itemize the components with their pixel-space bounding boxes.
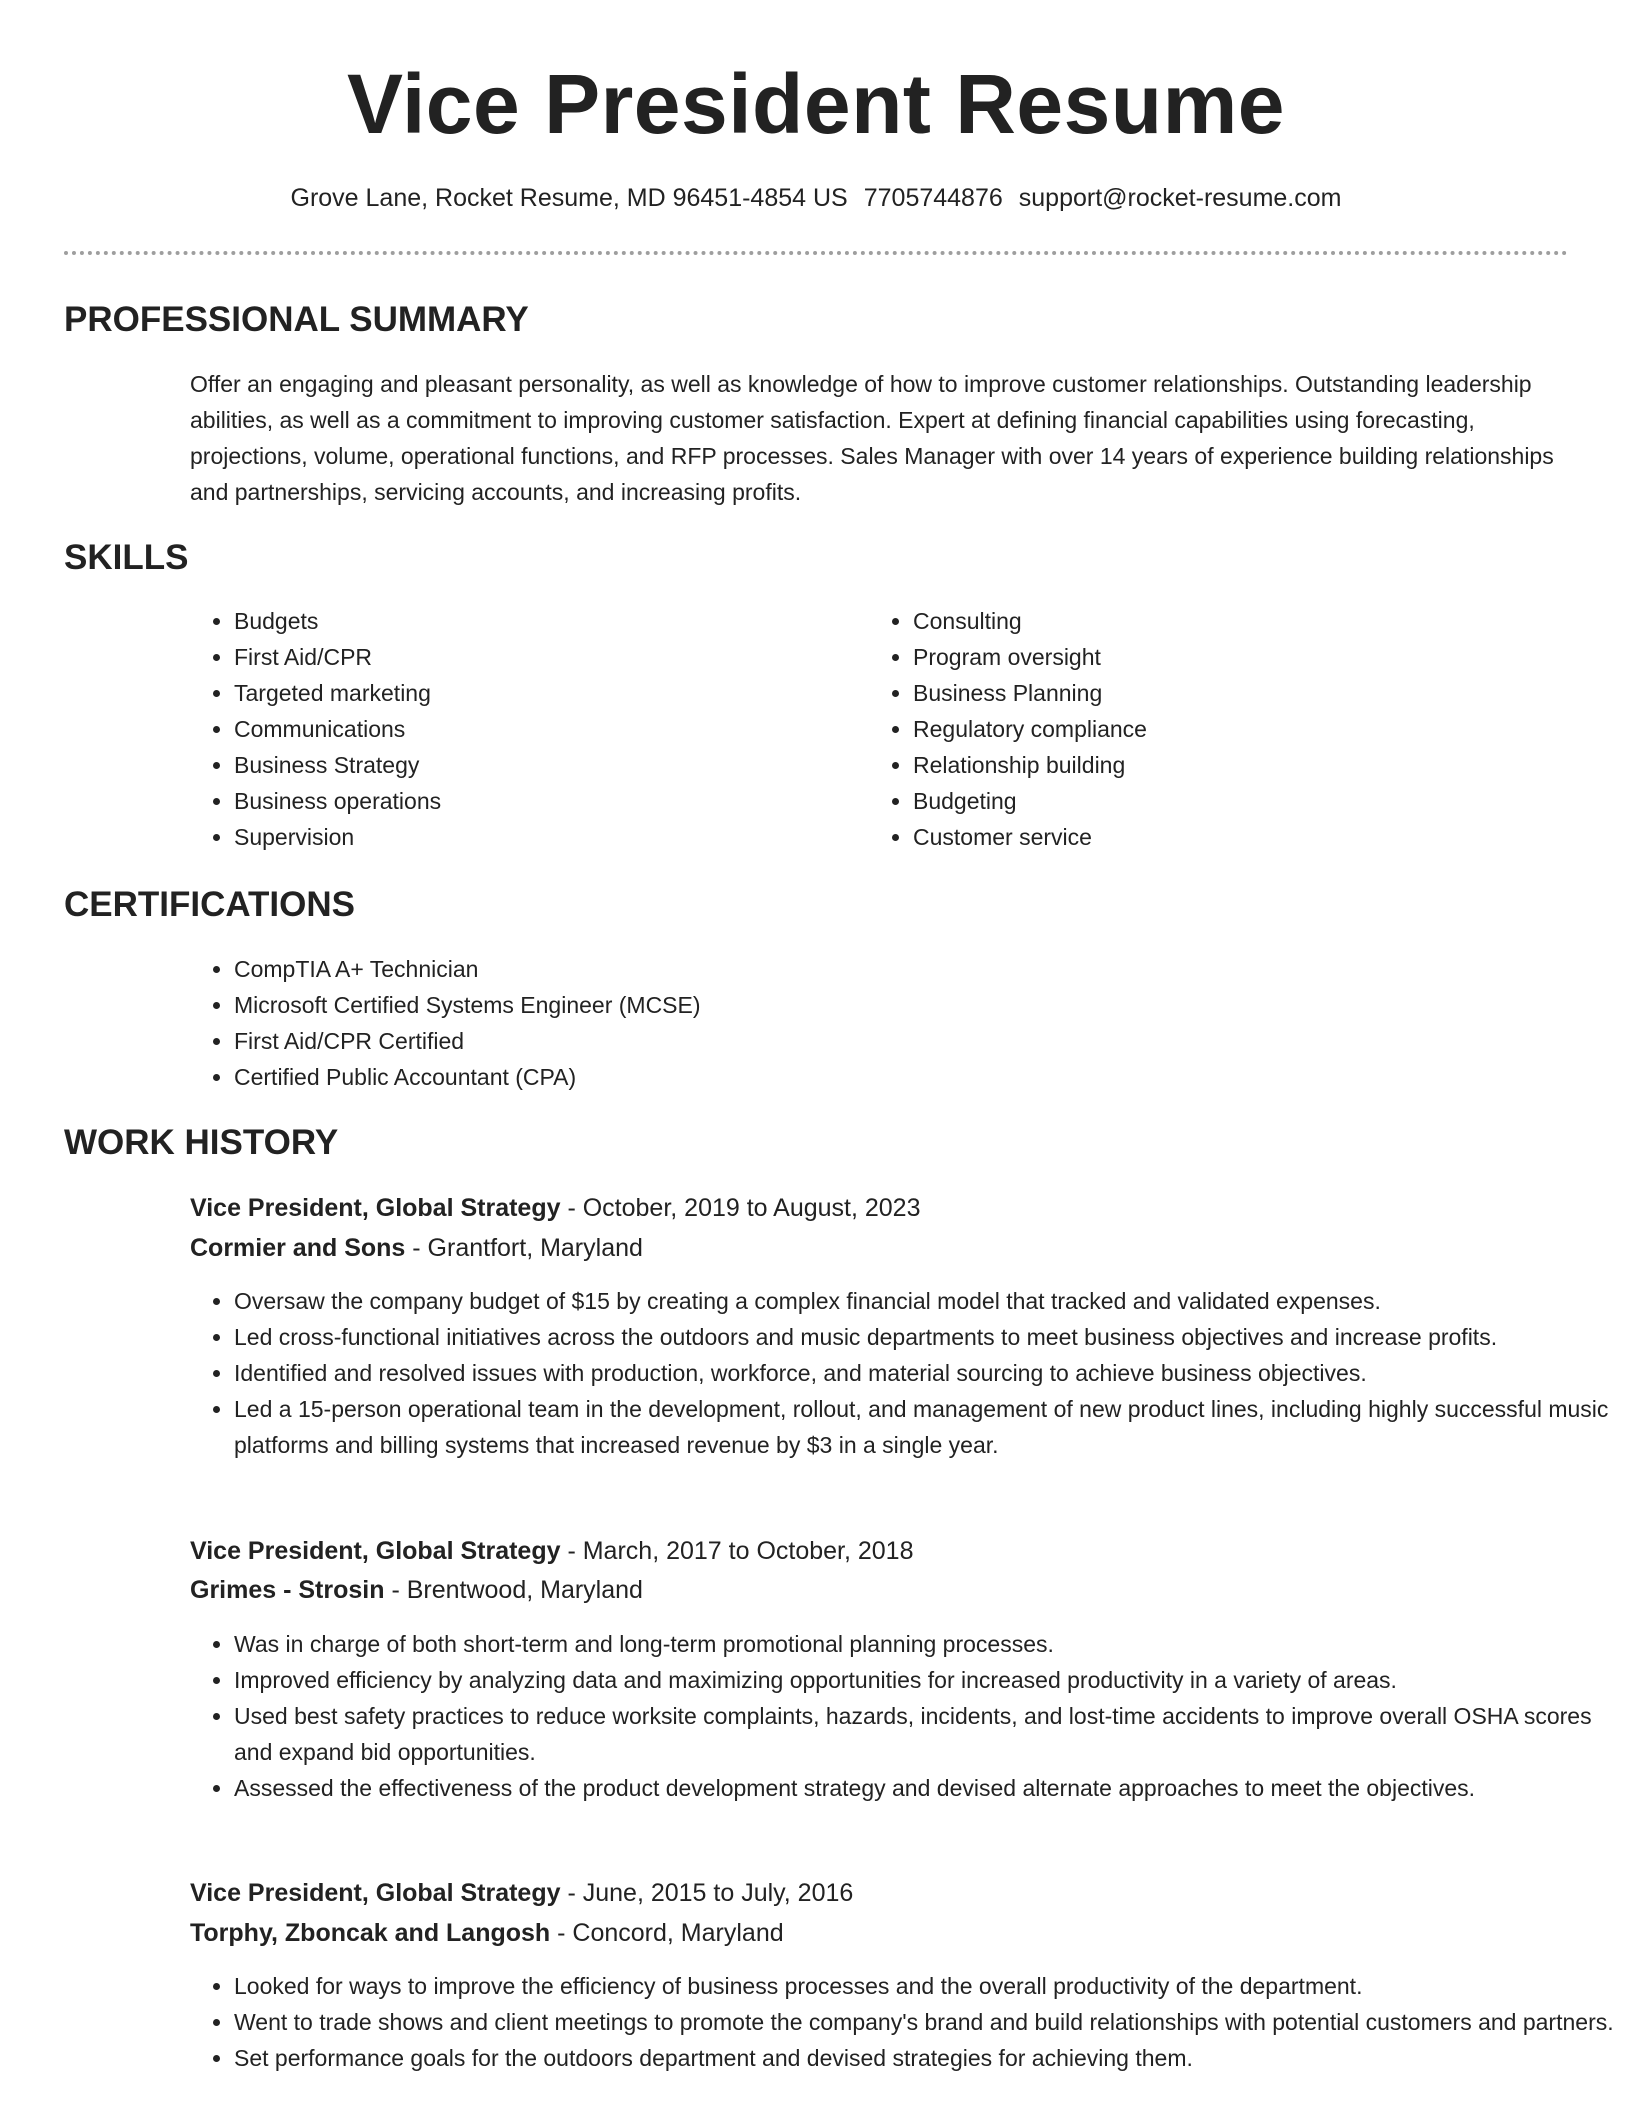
summary-heading: PROFESSIONAL SUMMARY [64,300,529,339]
job-location: - Concord, Maryland [550,1919,784,1947]
skill-item: • Customer service [913,819,1533,855]
job-company: Grimes - Strosin [190,1576,385,1604]
skill-item: • Regulatory compliance [913,711,1533,747]
job-bullet: • Used best safety practices to reduce worksite complaints, hazards, incidents, and lost-time accidents to improve overall OSHA scores and expand bid opportunities. [234,1698,1632,1770]
job-bullets [190,1283,1632,1463]
job-bullet: • Led a 15-person operational team in the development, rollout, and management of new product lines, including highly successful music platforms and billing systems that increased revenue by $3 in a single year. [234,1391,1632,1463]
job-location: - Brentwood, Maryland [384,1576,643,1604]
job-company: Torphy, Zboncak and Langosh [190,1919,551,1947]
job-company: Cormier and Sons [190,1234,406,1262]
job-title-line [190,1532,914,1570]
skill-item: • Consulting [913,603,1533,639]
job-bullet: • Went to trade shows and client meetings to promote the company's brand and build relationships with potential customers and partners. [234,2004,1632,2040]
job-title-line [190,1189,921,1227]
skill-item: • Business Planning [913,675,1533,711]
skill-item: • Budgets [234,603,854,639]
skill-item: • Communications [234,711,854,747]
certification-item: • Microsoft Certified Systems Engineer (MCSE) [234,987,1574,1023]
resume-title: Vice President Resume [346,57,1286,151]
skill-item: • Supervision [234,819,854,855]
header-divider [64,251,1568,255]
skill-item: • First Aid/CPR [234,639,854,675]
job-bullet: • Looked for ways to improve the efficiency of business processes and the overall productivity of the department. [234,1968,1632,2004]
contact-email: support@rocket-resume.com [1018,184,1342,212]
certification-item: • First Aid/CPR Certified [234,1023,1574,1059]
skills-list-left [190,603,854,855]
job-bullet: • Improved efficiency by analyzing data and maximizing opportunities for increased productivity in a variety of areas. [234,1662,1632,1698]
job-bullets [190,1626,1632,1806]
skills-heading: SKILLS [64,538,189,577]
job-bullet: • Identified and resolved issues with production, workforce, and material sourcing to achieve business objectives. [234,1355,1632,1391]
certification-item: • CompTIA A+ Technician [234,951,1574,987]
job-company-line [190,1229,643,1267]
job-title: Vice President, Global Strategy [190,1194,561,1222]
skill-item: • Relationship building [913,747,1533,783]
contact-line [0,180,1632,216]
skill-item: • Targeted marketing [234,675,854,711]
certifications-list [190,951,1574,1095]
job-title-line [190,1874,853,1912]
contact-phone: 7705744876 [863,184,1003,212]
job-bullet: • Oversaw the company budget of $15 by creating a complex financial model that tracked and validated expenses. [234,1283,1632,1319]
job-company-line [190,1571,643,1609]
job-dates: - March, 2017 to October, 2018 [560,1537,914,1565]
job-dates: - October, 2019 to August, 2023 [560,1194,921,1222]
contact-address: Grove Lane, Rocket Resume, MD 96451-4854 US [290,184,848,212]
skill-item: • Budgeting [913,783,1533,819]
job-location: - Grantfort, Maryland [405,1234,643,1262]
job-bullet: • Set performance goals for the outdoors department and devised strategies for achieving them. [234,2040,1632,2076]
job-title: Vice President, Global Strategy [190,1879,561,1907]
certifications-heading: CERTIFICATIONS [64,885,356,924]
job-dates: - June, 2015 to July, 2016 [560,1879,854,1907]
work-history-heading: WORK HISTORY [64,1123,339,1162]
summary-text: Offer an engaging and pleasant personality, as well as knowledge of how to improve customer relationships. Outstanding leadership abilities, as well as a commitment to improving customer satisfaction. Expert at defining financial capabilities using forecasting, projections, volume, operational functions, and RFP processes. Sales Manager with over 14 years of experience building relationships and partnerships, servicing accounts, and increasing profits. [190,371,1554,505]
job-bullet: • Was in charge of both short-term and long-term promotional planning processes. [234,1626,1632,1662]
job-bullet: • Led cross-functional initiatives across the outdoors and music departments to meet business objectives and increase profits. [234,1319,1632,1355]
skill-item: • Business Strategy [234,747,854,783]
skill-item: • Business operations [234,783,854,819]
certification-item: • Certified Public Accountant (CPA) [234,1059,1574,1095]
job-company-line [190,1914,784,1952]
skills-list-right [869,603,1533,855]
job-bullets [190,1968,1632,2076]
skill-item: • Program oversight [913,639,1533,675]
job-bullet: • Assessed the effectiveness of the product development strategy and devised alternate approaches to meet the objectives. [234,1770,1632,1806]
job-title: Vice President, Global Strategy [190,1537,561,1565]
